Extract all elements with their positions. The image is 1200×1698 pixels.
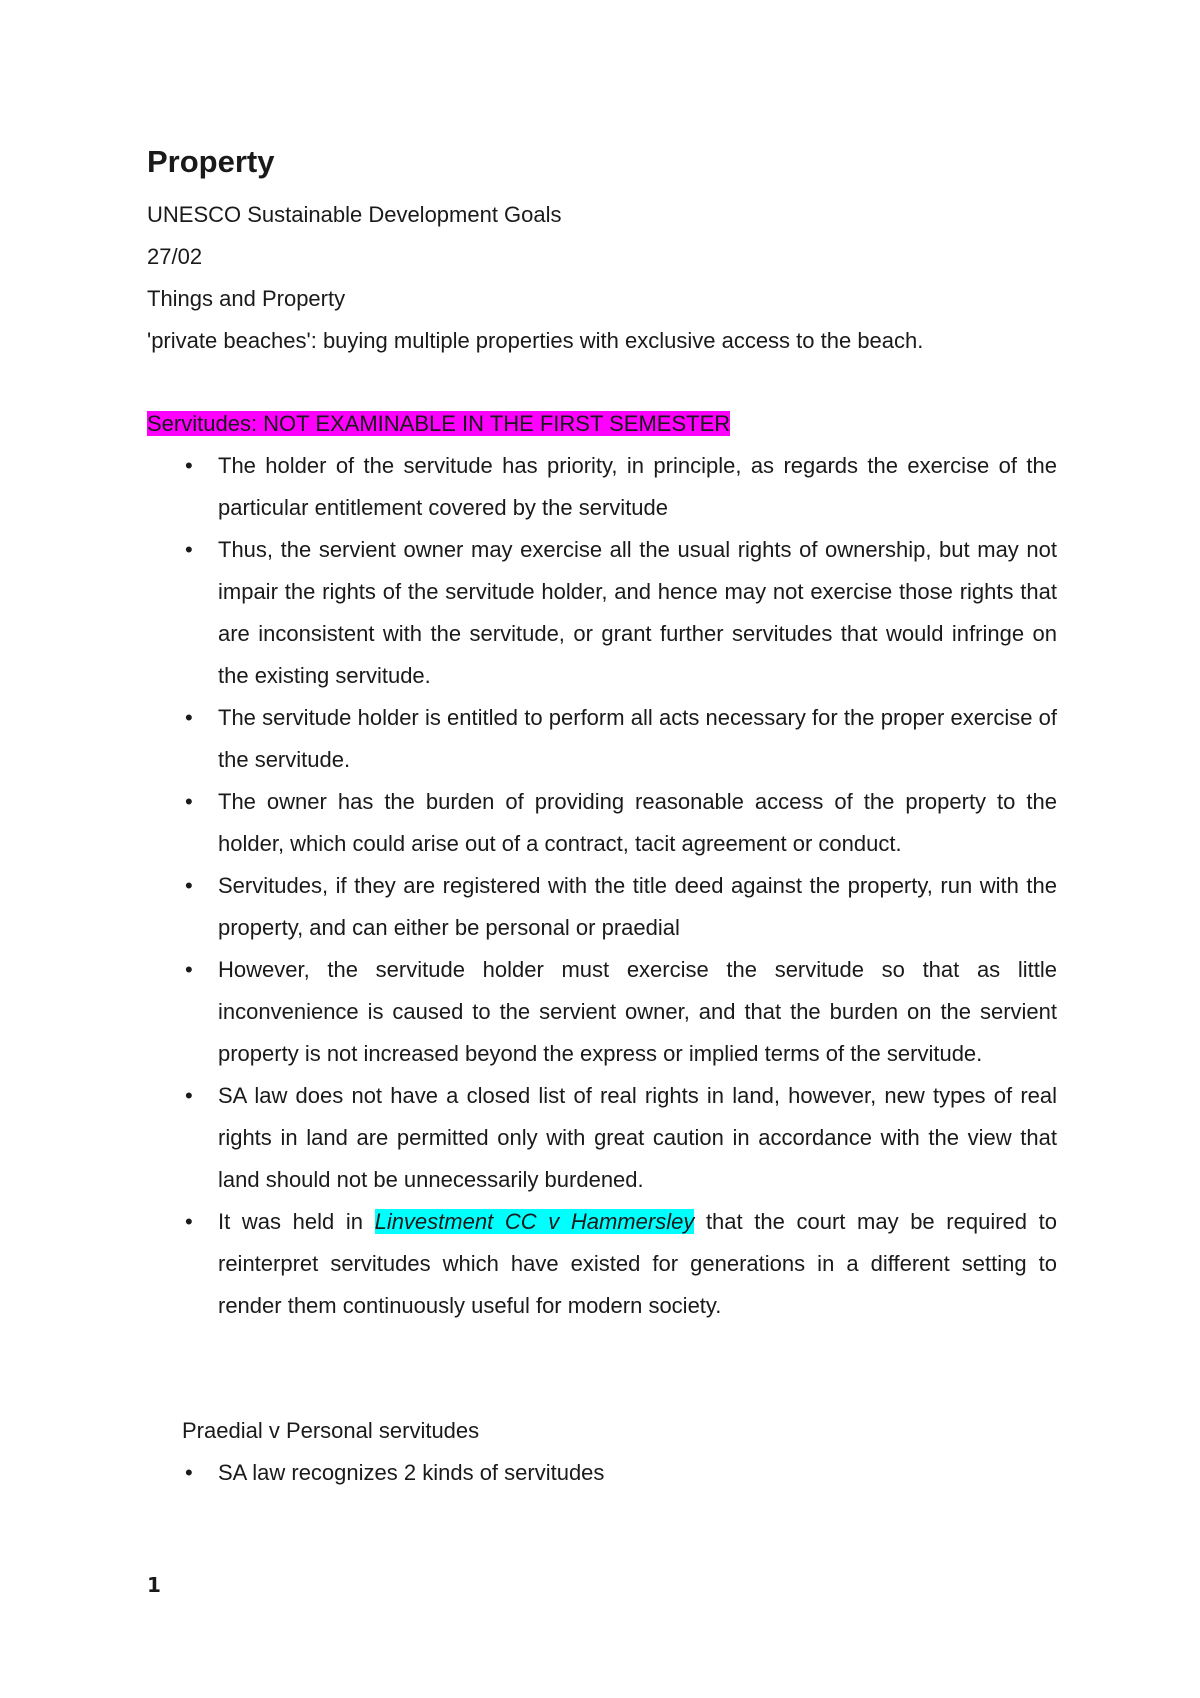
list-item — [147, 949, 1057, 1075]
date-line: 27/02 — [147, 244, 203, 269]
list-item-text: The servitude holder is entitled to perform all acts necessary for the proper exercise of the servitude. — [218, 705, 1057, 772]
list-item-text: Servitudes, if they are registered with the title deed against the property, run with the property, and can either be personal or praedial — [218, 873, 1057, 940]
list-item — [147, 697, 1057, 781]
bullet-icon: • — [185, 537, 193, 562]
list-item-text: The owner has the burden of providing reasonable access of the property to the holder, which could arise out of a contract, tacit agreement or conduct. — [218, 789, 1057, 856]
section-heading — [147, 403, 730, 445]
note-line: 'private beaches': buying multiple properties with exclusive access to the beach. — [147, 328, 924, 353]
list-item — [147, 445, 1057, 529]
bullet-icon: • — [185, 873, 193, 898]
topic-line: Things and Property — [147, 286, 346, 311]
bullet-icon: • — [185, 453, 193, 478]
list-item — [147, 1452, 1057, 1494]
list-item-text: Thus, the servient owner may exercise all the usual rights of ownership, but may not impair the rights of the servitude holder, and hence may not exercise those rights that are inconsistent with the servitude, or grant further servitudes that would infringe on the existing servitude. — [218, 537, 1057, 688]
section-heading-highlight: Servitudes: NOT EXAMINABLE IN THE FIRST SEMESTER — [147, 411, 731, 436]
document-title: Property — [147, 144, 275, 179]
list-item-text: SA law does not have a closed list of real rights in land, however, new types of real rights in land are permitted only with great caution in accordance with the view that land should not be unnecessarily burdened. — [218, 1083, 1057, 1192]
list-item — [147, 865, 1057, 949]
praedial-bullet-list — [147, 1452, 1057, 1494]
list-item-text: However, the servitude holder must exercise the servitude so that as little inconvenience is caused to the servient owner, and that the burden on the servient property is not increased beyond the express or implied terms of the servitude. — [218, 957, 1057, 1066]
case-text-before: It was held in — [218, 1209, 375, 1234]
case-text-after: that the court may be required to reinterpret servitudes which have existed for generations in a different setting to render them continuously useful for modern society. — [218, 1209, 1057, 1318]
list-item — [147, 529, 1057, 697]
list-item-text: SA law recognizes 2 kinds of servitudes — [218, 1460, 605, 1485]
list-item-case — [147, 1201, 1057, 1327]
subtitle-line: UNESCO Sustainable Development Goals — [147, 202, 562, 227]
page-number: 1 — [147, 1573, 161, 1597]
case-name-highlight: Linvestment CC v Hammersley — [374, 1209, 695, 1234]
list-item — [147, 1075, 1057, 1201]
bullet-icon: • — [185, 705, 193, 730]
bullet-icon: • — [185, 789, 193, 814]
bullet-icon: • — [185, 957, 193, 982]
bullet-icon: • — [185, 1460, 193, 1485]
servitudes-bullet-list — [147, 445, 1057, 1327]
bullet-icon: • — [185, 1209, 193, 1234]
sub-heading: Praedial v Personal servitudes — [182, 1418, 480, 1443]
list-item — [147, 781, 1057, 865]
list-item-text: The holder of the servitude has priority, in principle, as regards the exercise of the particular entitlement covered by the servitude — [218, 453, 1057, 520]
bullet-icon: • — [185, 1083, 193, 1108]
